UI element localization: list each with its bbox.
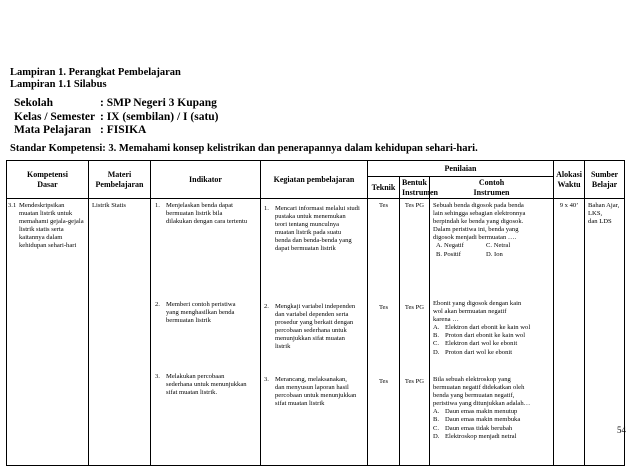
indikator-2: 2. Memberi contoh peristiwa yang menghasilkan benda bermuatan listrik [155, 301, 236, 325]
kegiatan-1: 1. Mencari informasi melalui studi pustaka untuk menemukan teori tentang munculnya muatan listrik pada suatu benda dan benda-benda yang dapat bermuatan listrik [264, 205, 360, 253]
header-contoh: Contoh Instrumen [430, 177, 554, 199]
option-a: A. Daun emas makin menutup [433, 408, 518, 416]
cell-indikator [151, 199, 261, 466]
teknik-3: Tes [378, 378, 389, 385]
meta-row-school [14, 97, 219, 111]
header-kompetensi: Kompetensi Dasar [7, 161, 89, 199]
option-a: A. Elektron dari ebonit ke kain wol [433, 324, 531, 332]
materi-text: Listrik Statis [92, 202, 126, 209]
header-indikator: Indikator [151, 161, 261, 199]
meta-value: : SMP Negeri 3 Kupang [100, 97, 217, 109]
header-sumber: Sumber Belajar [585, 161, 625, 199]
option-c: C. Daun emas tidak berubah [433, 424, 513, 432]
cell-contoh [430, 199, 554, 466]
indikator-3: 3. Melakukan percobaan sederhana untuk menunjukkan sifat muatan listrik. [155, 373, 247, 397]
choice-row: B. Positif D. Ion [436, 250, 503, 258]
header-penilaian: Penilaian [368, 161, 554, 177]
meta-row-class [14, 111, 219, 125]
bentuk-2: Tes PG [404, 304, 425, 311]
meta-label: Mata Pelajaran [14, 124, 91, 136]
kegiatan-3: 3. Merancang, melaksanakan, dan menyusun laporan hasil percobaan untuk menunjukkan sifat muatan listrik [264, 376, 357, 408]
contoh-3: Bila sebuah elektroskop yang bermuatan negatif didekatkan oleh benda yang bermuatan negatif, peristiwa yang ditunjukkan adalah… A. Daun emas makin menutup B. Daun emas makin membuka C. Daun emas tidak berubah D. Elektroskop menjadi netral [433, 376, 552, 441]
contoh-2: Ebonit yang digosok dengan kain wol akan bermuatan negatif karena … A. Elektron dari ebonit ke kain wol B. Proton dari ebonit ke kain wol C. Elektron dari wol ke ebonit D. Proton dari wol ke ebonit [433, 300, 552, 357]
alokasi-text: 9 x 40’ [559, 202, 579, 209]
header-teknik: Teknik [368, 177, 400, 199]
competency-standard: Standar Kompetensi: 3. Memahami konsep kelistrikan dan penerapannya dalam kehidupan sehari-hari. [10, 143, 478, 154]
option-d: D. Proton dari wol ke ebonit [433, 348, 513, 356]
cell-alokasi [554, 199, 585, 466]
option-c: C. Elektron dari wol ke ebonit [433, 340, 518, 348]
kegiatan-2: 2. Mengkaji variabel independen dan variabel dependen serta prosedur yang berkait dengan percobaan sederhana untuk menunjukkan sifat muatan listrik [264, 303, 356, 351]
appendix-subtitle: Lampiran 1.1 Silabus [10, 79, 107, 90]
syllabus-table [6, 160, 625, 466]
bentuk-3: Tes PG [404, 378, 425, 385]
meta-row-subject [14, 124, 219, 138]
cell-kompetensi [7, 199, 89, 466]
kompetensi-text: 3.1 Mendeskripsikan muatan listrik untuk memahami gejala-gejala listrik statis serta kaitannya dalam kehidupan sehari-hari [8, 202, 84, 250]
header-materi: Materi Pembelajaran [89, 161, 151, 199]
appendix-title: Lampiran 1. Perangkat Pembelajaran [10, 67, 181, 78]
meta-value: : FISIKA [100, 124, 147, 136]
option-b: B. Proton dari ebonit ke kain wol [433, 332, 526, 340]
header-bentuk: Bentuk Instrumen [400, 177, 430, 199]
option-b: B. Daun emas makin membuka [433, 416, 521, 424]
bentuk-1: Tes PG [404, 202, 425, 209]
indikator-1: 1. Menjelaskan benda dapat bermuatan listrik bila dilakukan dengan cara tertentu [155, 202, 248, 226]
page-number: 54 [617, 425, 626, 435]
cell-materi [89, 199, 151, 466]
cell-teknik [368, 199, 400, 466]
header-kegiatan: Kegiatan pembelajaran [261, 161, 368, 199]
teknik-1: Tes [378, 202, 389, 209]
option-d: D. Elektroskop menjadi netral [433, 432, 517, 440]
sumber-text: Bahan Ajar, LKS, dan LDS [588, 202, 620, 226]
school-info [14, 97, 219, 138]
meta-label: Sekolah [14, 97, 53, 109]
header-alokasi: Alokasi Waktu [554, 161, 585, 199]
meta-value: : IX (sembilan) / I (satu) [100, 110, 219, 123]
choice-row: A. Negatif C. Netral [436, 242, 511, 250]
cell-bentuk [400, 199, 430, 466]
teknik-2: Tes [378, 304, 389, 311]
cell-kegiatan [261, 199, 368, 466]
meta-label: Kelas / Semester [14, 110, 96, 123]
contoh-1: Sebuah benda digosok pada benda lain sehingga sebagian elektronnya berpindah ke benda yang digosok. Dalam peristiwa ini, benda yang digosok menjadi bermuatan …. A. Negatif C. Netral B. Positif D. Ion [433, 202, 552, 259]
